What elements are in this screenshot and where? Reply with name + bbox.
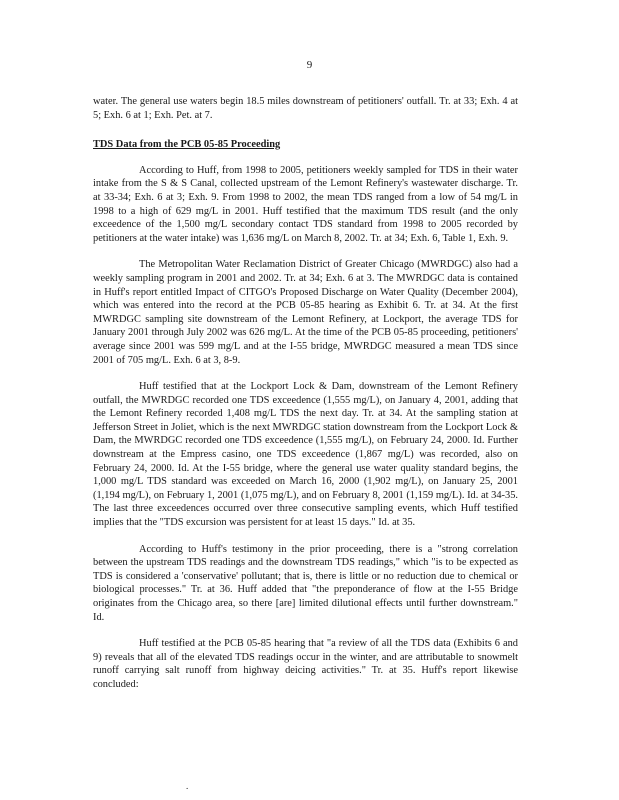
section-heading: TDS Data from the PCB 05-85 Proceeding: [93, 139, 281, 151]
paragraph: The Metropolitan Water Reclamation District of Greater Chicago (MWRDGC) also had a weekly sampling program in 2001 and 2002. Tr. at 34; Exh. 6 at 3. The MWRDGC data is contained in Huff's report entitled Impact of CITGO's Proposed Discharge on Water Quality (December 2004), which was entered into the record at the PCB 05-85 hearing as Exhibit 6. Tr. at 34. At the first MWRDGC sampling site downstream of the Lemont Refinery, at Lockport, the average TDS for January 2001 through July 2002 was 626 mg/L. At the time of the PCB 05-85 proceeding, petitioners' average since 2001 was 599 mg/L and at the I-55 bridge, MWRDGC measured a mean TDS since 2001 of 705 mg/L. Exh. 6 at 3, 8-9.: [93, 259, 518, 366]
paragraph: Huff testified that at the Lockport Lock & Dam, downstream of the Lemont Refinery outfall, the MWRDGC recorded one TDS exceedence (1,555 mg/L), on January 4, 2001, adding that the Lemont Refinery recorded 1,408 mg/L TDS the next day. Tr. at 34. At the sampling station at Jefferson Street in Joliet, which is the next MWRDGC station downstream from the Lockport Lock & Dam, the MWRDGC recorded one TDS exceedence (1,555 mg/L), on February 24, 2000. Id. Further downstream at the Empress casino, one TDS exceedence (1,867 mg/L) was recorded, also on February 24, 2000. Id. At the I-55 bridge, where the general use water quality standard begins, the 1,000 mg/L TDS standard was exceeded on March 16, 2000 (1,902 mg/L), on January 25, 2001 (1,194 mg/L), on February 1, 2001 (1,075 mg/L), and on February 8, 2001 (1,159 mg/L). Id. at 34-35. The last three exceedences occurred over three consecutive sampling events, which Huff testified implies that the "TDS excursion was persistent for at least 15 days." Id. at 35.: [93, 381, 518, 529]
page-number: 9: [306, 59, 313, 71]
paragraph: According to Huff's testimony in the prior proceeding, there is a "strong correlation between the upstream TDS readings and the downstream TDS readings," which "is to be expected as TDS is considered a 'conservative' pollutant; that is, there is little or no reduction due to chemical or biological processes." Tr. at 36. Huff added that "the preponderance of flow at the I-55 Bridge originates from the Chicago area, so there [are] limited dilutional effects until further downstream." Id.: [93, 543, 518, 623]
document-body: [93, 95, 518, 705]
paragraph: According to Huff, from 1998 to 2005, petitioners weekly sampled for TDS in their water intake from the S & S Canal, collected upstream of the Lemont Refinery's wastewater discharge. Tr. at 33-34; Exh. 6 at 3; Exh. 9. From 1998 to 2002, the mean TDS ranged from a low of 54 mg/L in 1998 to a high of 629 mg/L in 2001. Huff testified that the maximum TDS result (and the only exceedence of the 1,500 mg/L secondary contact TDS standard from 1998 to 2005 recorded by petitioners at the water intake) was 1,636 mg/L on March 8, 2002. Tr. at 34; Exh. 6, Table 1, Exh. 9.: [93, 164, 518, 244]
scan-mark: .: [186, 781, 189, 791]
intro-paragraph: water. The general use waters begin 18.5 miles downstream of petitioners' outfall. Tr. at 33; Exh. 4 at 5; Exh. 6 at 1; Exh. Pet. at 7.: [93, 96, 518, 121]
paragraph: Huff testified at the PCB 05-85 hearing that "a review of all the TDS data (Exhibits 6 and 9) reveals that all of the elevated TDS readings occur in the winter, and are attributable to snowmelt runoff carrying salt runoff from highway deicing activities." Tr. at 35. Huff's report likewise concluded:: [93, 638, 518, 690]
